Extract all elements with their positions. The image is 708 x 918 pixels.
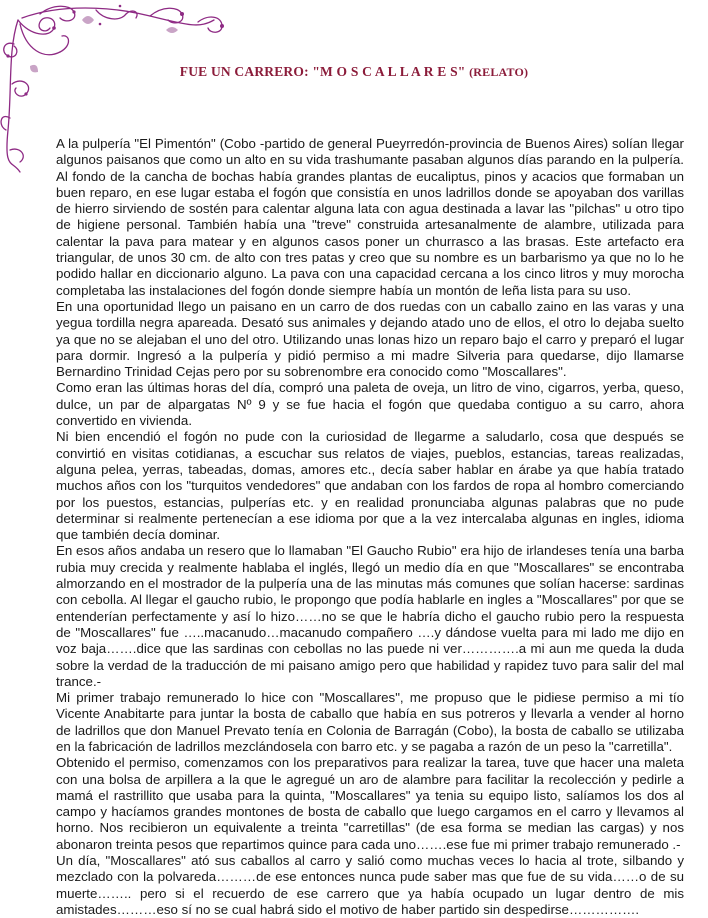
page-title [0,64,708,80]
paragraph: Ni bien encendió el fogón no pude con la curiosidad de llegarme a saludarlo, cosa que después se convirtió en visitas cotidianas, a escuchar sus relatos de viajes, pueblos, estancias, tareas realizadas, alguna pelea, yerras, tabeadas, domas, amores etc., decía saber hablar en árabe ya que había tratado muchos años con los "turquitos vendedores" que andaban con los fardos de ropa al hombro comerciando por los puestos, estancias, pulperías etc. y en realidad pronunciaba algunas palabras que no pude determinar si realmente pertenecían a ese idioma por que a la vez intercalaba algunas en ingles, idioma que también decía dominar. [56,429,684,543]
paragraph: A la pulpería "El Pimentón" (Cobo -partido de general Pueyrredón-provincia de Buenos Aires) solían llegar algunos paisanos que como un alto en su vida trashumante pasaban algunos días parando en la pulpería. Al fondo de la cancha de bochas había grandes plantas de eucaliptus, pinos y acacios que formaban un buen reparo, en ese lugar estaba el fogón que consistía en unos ladrillos donde se apoyaban dos varillas de hierro sirviendo de sostén para calentar alguna lata con agua destinada a lavar las "pilchas" u otro tipo de higiene personal. También había una "treve" construida artesanalmente de alambre, utilizada para calentar la pava para matear y en algunos casos poner un churrasco a las brasas. Este artefacto era triangular, de unos 30 cm. de alto con tres patas y creo que su nombre es un barbarismo ya que no lo he podido hallar en diccionario alguno. La pava con una capacidad cercana a los cinco litros y muy morocha completaba las instalaciones del fogón donde siempre había un montón de leña lista para su uso. [56,136,684,298]
paragraph: Como eran las últimas horas del día, compró una paleta de oveja, un litro de vino, cigarros, yerba, queso, dulce, un par de alpargatas Nº 9 y se fue hacia el fogón que quedaba contiguo a su carro, ahora convertido en vivienda. [56,380,684,429]
paragraph: Un día, "Moscallares" ató sus caballos al carro y salió como muchas veces lo hacia al trote, silbando y mezclado con la polvareda………de ese entonces nunca pude saber mas que fue de su vida……o de su muerte…….. pero si el recuerdo de ese carrero que ya había ocupado un lugar dentro de mis amistades………eso sí no se cual habrá sido el motivo de haber partido sin despedirse……………. [56,853,684,917]
title-main: FUE UN CARRERO: "M O S C A L L A R E S" [179,64,466,79]
article-body [56,136,684,918]
paragraph: En esos años andaba un resero que lo llamaban "El Gaucho Rubio" era hijo de irlandeses tenía una barba rubia muy crecida y realmente hablaba el inglés, llegó un medio día en que "Moscallares" se encontraba almorzando en el mostrador de la pulpería una de las minutas más comunes que solían hacerse: sardinas con cebolla. Al llegar el gaucho rubio, le propongo que podía hablarle en ingles a "Moscallares" por que se entenderían perfectamente y así lo hizo……no se que le habría dicho el gaucho rubio pero la respuesta de "Moscallares" fue …..macanudo…macanudo compañero ….y dándose vuelta para mi lado me dijo en voz baja…….dice que las sardinas con cebollas no las puede ni ver………….a mi aun me queda la duda sobre la verdad de la traducción de mi paisano amigo pero que habilidad y rapidez tuvo para salir del mal trance.- [56,543,684,689]
paragraph: Obtenido el permiso, comenzamos con los preparativos para realizar la tarea, tuve que hacer una maleta con una bolsa de arpillera a la que le agregué un aro de alambre para facilitar la recolección y pedirle a mamá el rastrillito que usaba para la quinta, "Moscallares" ya tenia su equipo listo, salíamos los dos al campo y hacíamos grandes montones de bosta de caballo que luego cargamos en el carro y llevamos al horno. Nos recibieron un equivalente a treinta "carretillas" (de esa forma se median las cargas) y nos abonaron treinta pesos que repartimos quince para cada uno…….ese fue mi primer trabajo remunerado .- [56,755,684,852]
paragraph: En una oportunidad llego un paisano en un carro de dos ruedas con un caballo zaino en las varas y una yegua tordilla negra apareada. Desató sus animales y dejando atado uno de ellos, el otro lo dejaba suelto ya que no se alejaban el uno del otro. Utilizando unas lonas hizo un reparo bajo el carro y preparó el lugar para dormir. Ingresó a la pulpería y pidió permiso a mi madre Silveria para quedarse, dijo llamarse Bernardino Trinidad Cejas pero por su sobrenombre era conocido como "Moscallares". [56,298,684,380]
title-suffix: (RELATO) [469,65,529,79]
paragraph: Mi primer trabajo remunerado lo hice con "Moscallares", me propuso que le pidiese permiso a mi tío Vicente Anabitarte para juntar la bosta de caballo que había en sus potreros y llevarla a vender al horno de ladrillos que don Manuel Prevato tenía en Colonia de Barragán (Cobo), la bosta de caballo se utilizaba en la fabricación de ladrillos mezclándosela con barro etc. y se pagaba a razón de un peso la "carretilla". [56,690,684,754]
